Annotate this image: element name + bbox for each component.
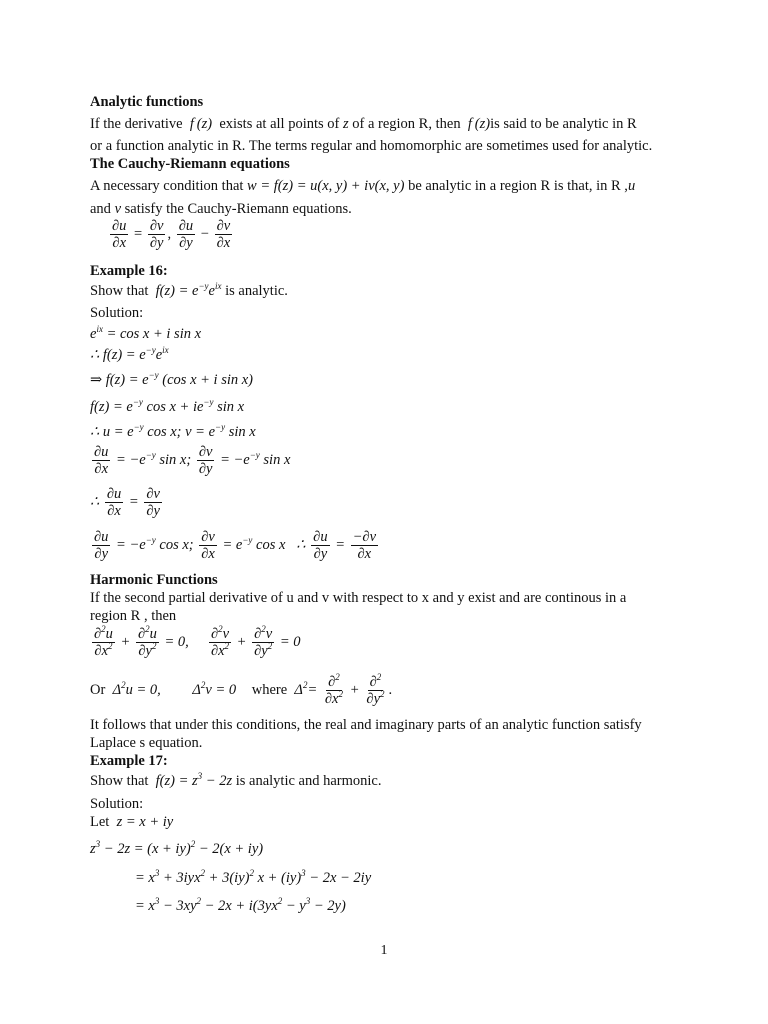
ex-text: is analytic and harmonic.	[235, 773, 382, 789]
heading-harmonic-functions: Harmonic Functions	[90, 572, 218, 588]
follows-text-1: It follows that under this conditions, the real and imaginary parts of an analytic function satisfy	[90, 717, 642, 733]
cr-condition-line	[90, 177, 635, 195]
cr-condition-line-2	[90, 200, 352, 218]
example-17-solution-label: Solution:	[90, 796, 144, 812]
math-line: ∴ $f(z) = e^{-y}e^{ix}$	[90, 345, 169, 363]
def-text: If the derivative	[90, 116, 183, 132]
definition-line-1	[90, 115, 637, 133]
harmonic-text-1: If the second partial derivative of u and v with respect to x and y exist and are continous in a	[90, 590, 627, 606]
def-text: of a region R, then	[352, 116, 461, 132]
ex-text: Show that	[90, 773, 149, 789]
laplace-operator-line: Or $\Delta^2u = 0$, $\Delta^2v = 0$ where $\Delta^2=$ $\frac{\partial^2}{\partial x^2}$ + $\frac{\partial^2}{\partial y^2}$ .	[90, 672, 393, 707]
math-u: u	[627, 178, 636, 194]
def-text: exists at all points of	[219, 116, 340, 132]
math-v: v	[114, 201, 121, 217]
definition-line-2: or a function analytic in R. The terms regular and homomorphic are sometimes used for analytic.	[90, 138, 653, 154]
laplace-equations: $\frac{\partial^2u}{\partial x^2}$ + $\frac{\partial^2u}{\partial y^2}$ = 0, $\frac{\partial^2v}{\partial x^2}$ + $\frac{\partial^2v}{\partial y^2}$ = 0	[94, 624, 301, 659]
fraction: $\frac{\partial v}{\partial x}$	[216, 218, 231, 251]
let-line: Let z = x + iy	[90, 814, 174, 830]
math-line: ⇒ $f(z) = e^{-y}$ (cos x + i sin x)	[90, 370, 253, 388]
where-text: where	[251, 681, 288, 698]
fraction: $\frac{\partial u}{\partial x}$	[112, 218, 127, 251]
example-16-statement	[90, 282, 288, 300]
math-z: z	[342, 116, 349, 132]
math-expression: $f(z) = e^{-y}e^{ix}$	[152, 281, 222, 299]
math-line: $f(z) = e^{-y}$ $\cos x + ie^{-y}$ sin x	[90, 397, 245, 415]
let-text: Let	[90, 814, 110, 830]
math-line: = $x^3 + 3iyx^2 + 3(iy)^2$ x + (iy)$^3$ − 2x − 2iy	[135, 868, 372, 886]
math-line: = $x^3 - 3xy^2 - 2x + i(3yx^2 - y^3 - 2y)$	[135, 896, 346, 914]
example-16-heading: Example 16:	[90, 263, 168, 279]
fraction: $\frac{\partial u}{\partial y}$	[178, 218, 194, 251]
follows-text-2: Laplace s equation.	[90, 735, 203, 751]
math-line: $z^3 - 2z = (x + iy)^2 - 2(x + iy)$	[90, 839, 264, 857]
cr-text: A necessary condition that	[90, 178, 244, 194]
def-text: is said to be analytic in R	[490, 116, 637, 132]
cr-text: and	[90, 201, 111, 217]
math-line: $\frac{\partial u}{\partial x}$ = $-e^{-y}$ sin x; $\frac{\partial v}{\partial y}$ = $-e^{-y}$ sin x	[94, 444, 291, 477]
harmonic-text-2: region R , then	[90, 608, 177, 624]
ex-text: is analytic.	[225, 283, 288, 299]
cr-text: satisfy the Cauchy-Riemann equations.	[124, 201, 352, 217]
heading-analytic-functions: Analytic functions	[90, 94, 204, 110]
ex-text: Show that	[90, 283, 149, 299]
math-line: $\frac{\partial u}{\partial y}$ = $-e^{-y}$ cos x; $\frac{\partial v}{\partial x}$ = $e^{-y}$ cos x ∴ $\frac{\partial u}{\partial y}$ = $\frac{-\partial v}{\partial x}$	[94, 529, 377, 562]
math-expression: $f(z) = z^3 - 2z$	[152, 771, 233, 789]
example-16-solution-label: Solution:	[90, 305, 144, 321]
math-w-formula: w = f(z) = u(x, y) + iv(x, y)	[247, 178, 405, 194]
fraction: $\frac{\partial v}{\partial y}$	[149, 218, 164, 251]
cr-equations: $\frac{\partial u}{\partial x}$ = $\frac{\partial v}{\partial y}$ , $\frac{\partial u}{\partial y}$ − $\frac{\partial v}{\partial x}$	[112, 218, 231, 251]
or-text: Or	[90, 681, 106, 698]
page-number: 1	[380, 943, 388, 958]
math-line: ∴ $\frac{\partial u}{\partial x}$ = $\frac{\partial v}{\partial y}$	[90, 486, 160, 519]
example-17-statement	[90, 772, 382, 790]
example-17-heading: Example 17:	[90, 753, 168, 769]
heading-cauchy-riemann: The Cauchy-Riemann equations	[90, 156, 290, 172]
math-line: $e^{ix} = \cos x + i$ sin x	[90, 324, 202, 342]
math-f-z: f (z)	[464, 116, 491, 132]
cr-text: be analytic in a region R is that, in R ,	[408, 178, 628, 194]
math-f-z: f (z)	[186, 116, 216, 132]
math-line: ∴ $u = e^{-y}$ cos x; $v = e^{-y}$ sin x	[90, 422, 256, 440]
